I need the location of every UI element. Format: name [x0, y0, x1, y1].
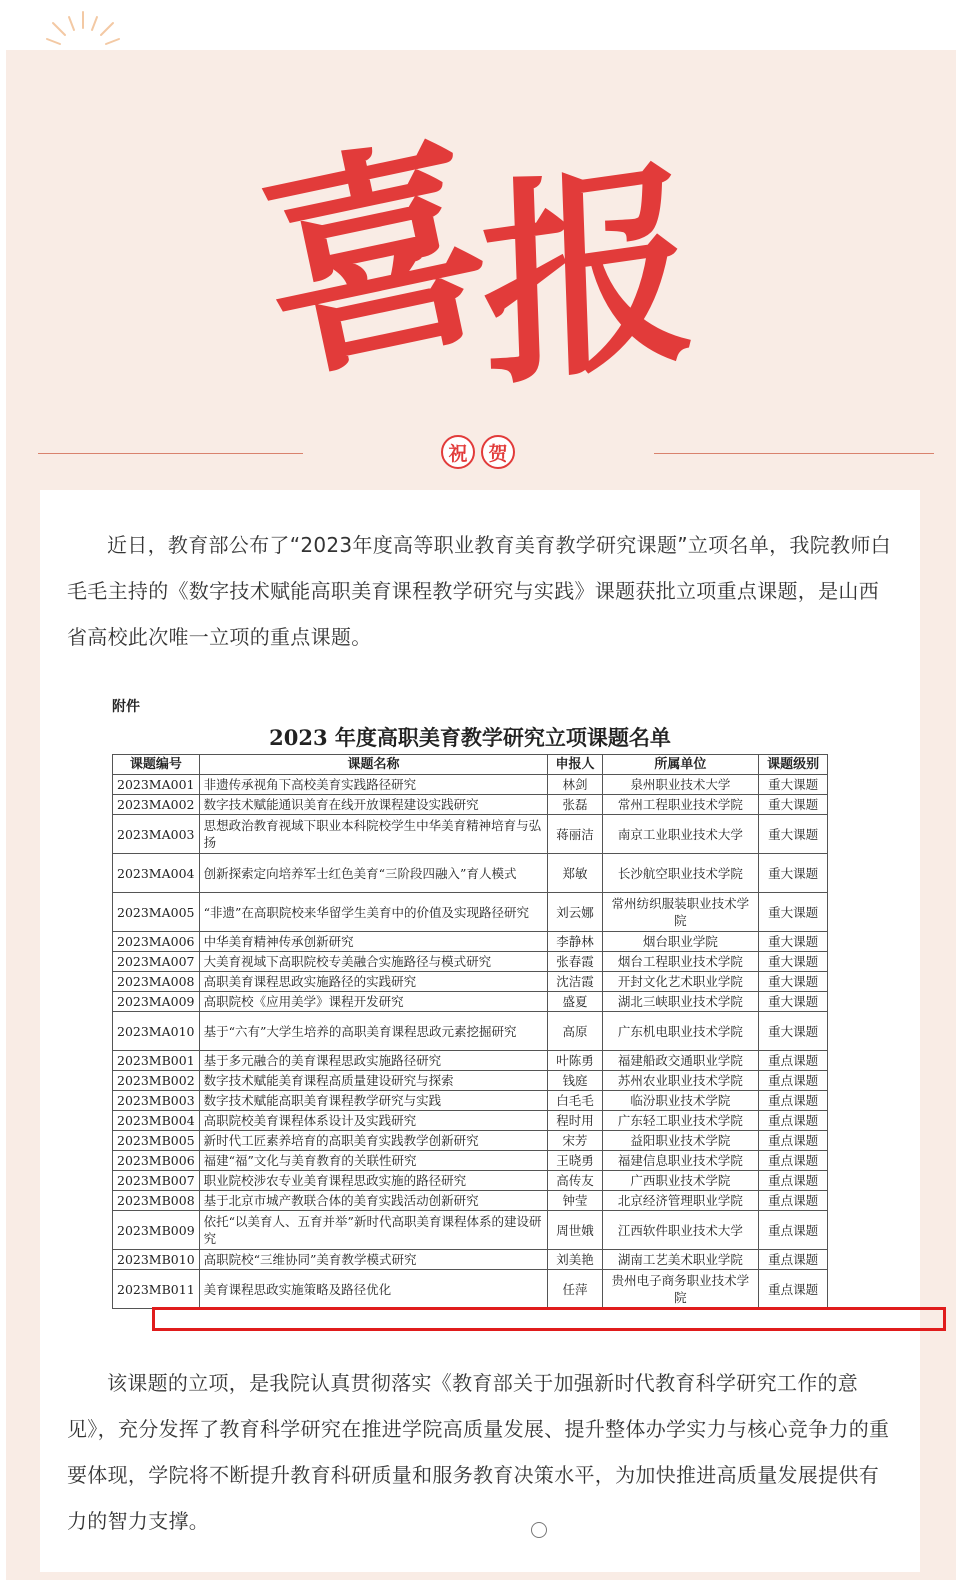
- table-row: [113, 1151, 828, 1171]
- table-row: [113, 932, 828, 952]
- project-id-cell: 2023MB005: [113, 1131, 200, 1151]
- column-header: 课题级别: [759, 755, 828, 775]
- project-name-cell: 数字技术赋能通识美育在线开放课程建设实践研究: [199, 795, 548, 815]
- project-level-cell: 重大课题: [759, 893, 828, 932]
- table-row: [113, 815, 828, 854]
- table-row: [113, 1191, 828, 1211]
- project-id-cell: 2023MA007: [113, 952, 200, 972]
- project-name-cell: 高职院校“三维协同”美育教学模式研究: [199, 1250, 548, 1270]
- institution-cell: 烟台工程职业技术学院: [602, 952, 759, 972]
- applicant-cell: 钟莹: [548, 1191, 602, 1211]
- project-level-cell: 重大课题: [759, 952, 828, 972]
- banner-title-char: 喜: [239, 109, 514, 413]
- project-name-cell: 新时代工匠素养培育的高职美育实践教学创新研究: [199, 1131, 548, 1151]
- project-name-cell: 基于“六有”大学生培养的高职美育课程思政元素挖掘研究: [199, 1012, 548, 1051]
- table-row: [113, 775, 828, 795]
- project-name-cell: 基于北京市城产教联合体的美育实践活动创新研究: [199, 1191, 548, 1211]
- institution-cell: 广西职业技术学院: [602, 1171, 759, 1191]
- table-row: [113, 1270, 828, 1309]
- table-row: [113, 1171, 828, 1191]
- project-table: [112, 754, 828, 1309]
- applicant-cell: 张磊: [548, 795, 602, 815]
- applicant-cell: 沈洁霞: [548, 972, 602, 992]
- table-row: [113, 1091, 828, 1111]
- project-name-cell: 高职院校《应用美学》课程开发研究: [199, 992, 548, 1012]
- table-row: [113, 1111, 828, 1131]
- table-row: [113, 1211, 828, 1250]
- project-name-cell: 中华美育精神传承创新研究: [199, 932, 548, 952]
- congrats-badge: 祝: [441, 435, 475, 469]
- applicant-cell: 刘云娜: [548, 893, 602, 932]
- project-id-cell: 2023MA005: [113, 893, 200, 932]
- table-row: [113, 795, 828, 815]
- project-level-cell: 重大课题: [759, 932, 828, 952]
- project-id-cell: 2023MB002: [113, 1071, 200, 1091]
- institution-cell: 烟台职业学院: [602, 932, 759, 952]
- project-id-cell: 2023MA010: [113, 1012, 200, 1051]
- divider-line: [38, 453, 303, 454]
- project-level-cell: 重点课题: [759, 1211, 828, 1250]
- institution-cell: 开封文化艺术职业学院: [602, 972, 759, 992]
- project-id-cell: 2023MB006: [113, 1151, 200, 1171]
- applicant-cell: 白毛毛: [548, 1091, 602, 1111]
- applicant-cell: 林剑: [548, 775, 602, 795]
- project-level-cell: 重点课题: [759, 1171, 828, 1191]
- project-level-cell: 重点课题: [759, 1270, 828, 1309]
- institution-cell: 常州工程职业技术学院: [602, 795, 759, 815]
- applicant-cell: 盛夏: [548, 992, 602, 1012]
- project-id-cell: 2023MB010: [113, 1250, 200, 1270]
- project-level-cell: 重大课题: [759, 854, 828, 893]
- institution-cell: 益阳职业技术学院: [602, 1131, 759, 1151]
- institution-cell: 泉州职业技术大学: [602, 775, 759, 795]
- project-name-cell: 创新探索定向培养军士红色美育“三阶段四融入”育人模式: [199, 854, 548, 893]
- institution-cell: 广东轻工职业技术学院: [602, 1111, 759, 1131]
- project-level-cell: 重点课题: [759, 1111, 828, 1131]
- applicant-cell: 任萍: [548, 1270, 602, 1309]
- project-level-cell: 重大课题: [759, 775, 828, 795]
- applicant-cell: 宋芳: [548, 1131, 602, 1151]
- project-name-cell: 高职美育课程思政实施路径的实践研究: [199, 972, 548, 992]
- project-id-cell: 2023MB003: [113, 1091, 200, 1111]
- applicant-cell: 蒋丽洁: [548, 815, 602, 854]
- institution-cell: 湖南工艺美术职业学院: [602, 1250, 759, 1270]
- applicant-cell: 刘美艳: [548, 1250, 602, 1270]
- institution-cell: 临汾职业技术学院: [602, 1091, 759, 1111]
- project-name-cell: 职业院校涉农专业美育课程思政实施的路径研究: [199, 1171, 548, 1191]
- project-id-cell: 2023MB007: [113, 1171, 200, 1191]
- project-level-cell: 重点课题: [759, 1071, 828, 1091]
- project-id-cell: 2023MA009: [113, 992, 200, 1012]
- project-id-cell: 2023MB011: [113, 1270, 200, 1309]
- institution-cell: 苏州农业职业技术学院: [602, 1071, 759, 1091]
- table-row: [113, 854, 828, 893]
- project-level-cell: 重点课题: [759, 1151, 828, 1171]
- column-header: 所属单位: [602, 755, 759, 775]
- project-id-cell: 2023MA001: [113, 775, 200, 795]
- banner-title: [239, 109, 716, 418]
- column-header: 课题名称: [199, 755, 548, 775]
- project-name-cell: 高职院校美育课程体系设计及实践研究: [199, 1111, 548, 1131]
- institution-cell: 江西软件职业技术大学: [602, 1211, 759, 1250]
- column-header: 课题编号: [113, 755, 200, 775]
- project-level-cell: 重点课题: [759, 1131, 828, 1151]
- project-name-cell: 数字技术赋能美育课程高质量建设研究与探索: [199, 1071, 548, 1091]
- institution-cell: 北京经济管理职业学院: [602, 1191, 759, 1211]
- applicant-cell: 李静林: [548, 932, 602, 952]
- institution-cell: 福建信息职业技术学院: [602, 1151, 759, 1171]
- institution-cell: 广东机电职业技术学院: [602, 1012, 759, 1051]
- applicant-cell: 高传友: [548, 1171, 602, 1191]
- table-row: [113, 992, 828, 1012]
- project-id-cell: 2023MA004: [113, 854, 200, 893]
- project-name-cell: 美育课程思政实施策略及路径优化: [199, 1270, 548, 1309]
- congrats-badge: 贺: [481, 435, 515, 469]
- project-level-cell: 重点课题: [759, 1250, 828, 1270]
- applicant-cell: 高原: [548, 1012, 602, 1051]
- project-name-cell: 依托“以美育人、五育并举”新时代高职美育课程体系的建设研究: [199, 1211, 548, 1250]
- project-id-cell: 2023MB009: [113, 1211, 200, 1250]
- institution-cell: 贵州电子商务职业技术学院: [602, 1270, 759, 1309]
- divider-line: [654, 453, 934, 454]
- institution-cell: 南京工业职业技术大学: [602, 815, 759, 854]
- project-level-cell: 重点课题: [759, 1191, 828, 1211]
- institution-cell: 常州纺织服装职业技术学院: [602, 893, 759, 932]
- project-name-cell: 数字技术赋能高职美育课程教学研究与实践: [199, 1091, 548, 1111]
- project-id-cell: 2023MB004: [113, 1111, 200, 1131]
- project-name-cell: “非遗”在高职院校来华留学生美育中的价值及实现路径研究: [199, 893, 548, 932]
- table-header-row: [113, 755, 828, 775]
- applicant-cell: 程时用: [548, 1111, 602, 1131]
- table-row: [113, 1012, 828, 1051]
- project-level-cell: 重大课题: [759, 992, 828, 1012]
- table-row: [113, 1131, 828, 1151]
- table-row: [113, 1051, 828, 1071]
- applicant-cell: 叶陈勇: [548, 1051, 602, 1071]
- project-name-cell: 思想政治教育视域下职业本科院校学生中华美育精神培育与弘扬: [199, 815, 548, 854]
- page-frame: [6, 50, 956, 1580]
- project-name-cell: 基于多元融合的美育课程思政实施路径研究: [199, 1051, 548, 1071]
- project-name-cell: 非遗传承视角下高校美育实践路径研究: [199, 775, 548, 795]
- project-name-cell: 福建“福”文化与美育教育的关联性研究: [199, 1151, 548, 1171]
- applicant-cell: 钱庭: [548, 1071, 602, 1091]
- project-level-cell: 重大课题: [759, 972, 828, 992]
- conclusion-paragraph: 该课题的立项，是我院认真贯彻落实《教育部关于加强新时代教育科学研究工作的意见》，充分发挥了教育科学研究在推进学院高质量发展、提升整体办学实力与核心竞争力的重要体现，学院将不断提升教育科研质量和服务教育决策水平，为加快推进高质量发展提供有力的智力支撑。: [67, 1371, 890, 1533]
- project-id-cell: 2023MA002: [113, 795, 200, 815]
- article-card: [40, 490, 920, 1572]
- project-level-cell: 重大课题: [759, 795, 828, 815]
- project-id-cell: 2023MA003: [113, 815, 200, 854]
- project-level-cell: 重点课题: [759, 1051, 828, 1071]
- project-id-cell: 2023MB008: [113, 1191, 200, 1211]
- table-row: [113, 893, 828, 932]
- banner-title-char: 报: [477, 135, 700, 418]
- institution-cell: 福建船政交通职业学院: [602, 1051, 759, 1071]
- table-row: [113, 1071, 828, 1091]
- highlighted-row-frame: [152, 1307, 946, 1331]
- institution-cell: 湖北三峡职业技术学院: [602, 992, 759, 1012]
- project-id-cell: 2023MA006: [113, 932, 200, 952]
- institution-cell: 长沙航空职业技术学院: [602, 854, 759, 893]
- project-level-cell: 重点课题: [759, 1091, 828, 1111]
- applicant-cell: 张春霞: [548, 952, 602, 972]
- project-id-cell: 2023MA008: [113, 972, 200, 992]
- project-level-cell: 重大课题: [759, 1012, 828, 1051]
- applicant-cell: 郑敏: [548, 854, 602, 893]
- table-row: [113, 1250, 828, 1270]
- congrats-divider: [38, 433, 934, 473]
- applicant-cell: 王晓勇: [548, 1151, 602, 1171]
- document-title: 2023 年度高职美育教学研究立项课题名单: [269, 725, 671, 750]
- intro-paragraph: 近日，教育部公布了“2023年度高等职业教育美育教学研究课题”立项名单，我院教师白毛毛主持的《数字技术赋能高职美育课程教学研究与实践》课题获批立项重点课题，是山西省高校此次唯一立项的重点课题。: [67, 533, 891, 649]
- attachment-label: 附件: [112, 699, 140, 715]
- project-id-cell: 2023MB001: [113, 1051, 200, 1071]
- column-header: 申报人: [548, 755, 602, 775]
- applicant-cell: 周世娥: [548, 1211, 602, 1250]
- project-name-cell: 大美育视域下高职院校专美融合实施路径与模式研究: [199, 952, 548, 972]
- table-row: [113, 972, 828, 992]
- project-level-cell: 重大课题: [759, 815, 828, 854]
- table-row: [113, 952, 828, 972]
